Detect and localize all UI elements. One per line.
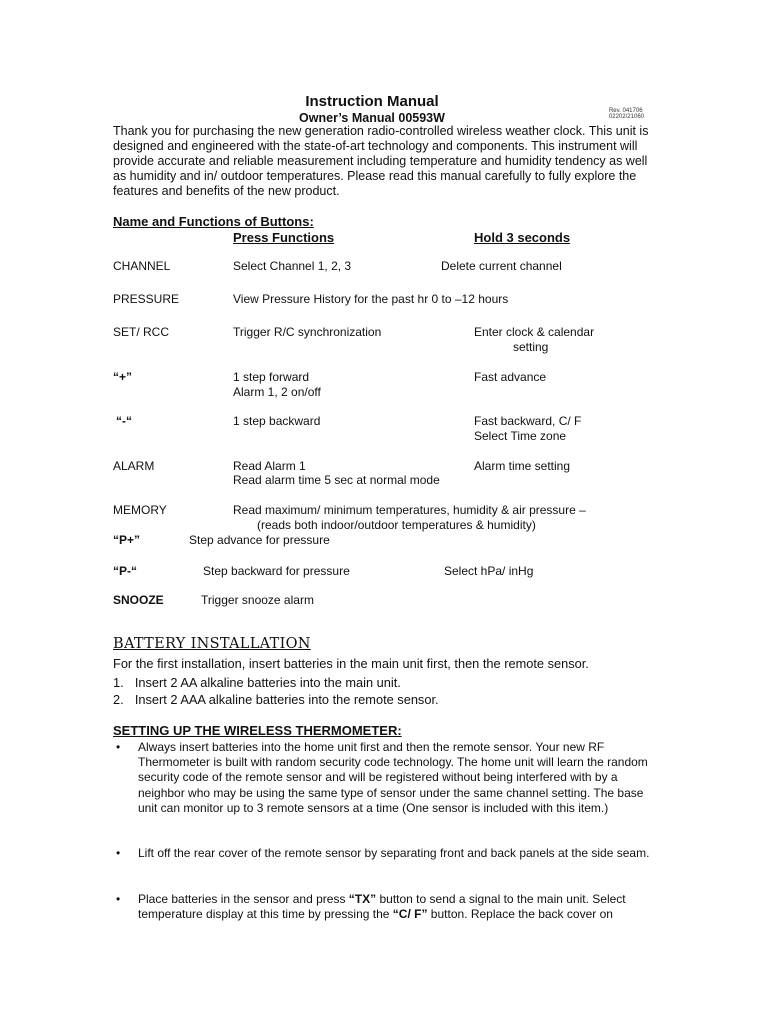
hold-function-minus-line2: Select Time zone	[474, 429, 567, 443]
press-function-plus: 1 step forward	[233, 370, 310, 384]
bullet-text-part: button to send a signal to the main unit. Select temperature display at this time by pressing the	[138, 892, 626, 922]
bullet-text: Always insert batteries into the home unit first and then the remote sensor. Your new RF Thermometer is built with random security code technology. The home unit will learn the random security code of the remote sensor and will be registered without being interfered with by a neighbor who may be using the same type of sensor under the same channel setting. The base unit can monitor up to 3 remote sensors at a time (One sensor is included with this item.)	[138, 740, 648, 815]
intro-paragraph	[113, 124, 653, 199]
button-name-minus: “-“	[116, 414, 132, 428]
cf-button-label: “C/ F”	[392, 907, 428, 922]
document-title: Instruction Manual	[305, 93, 439, 110]
button-name-channel: CHANNEL	[113, 259, 171, 273]
press-functions-header: Press Functions	[233, 230, 335, 245]
step-text: Insert 2 AAA alkaline batteries into the remote sensor.	[134, 692, 439, 707]
button-name-memory: MEMORY	[113, 503, 167, 517]
press-function-minus: 1 step backward	[233, 414, 321, 428]
press-function-memory-line2: (reads both indoor/outdoor temperatures & humidity)	[257, 518, 536, 532]
button-name-snooze: SNOOZE	[113, 593, 164, 607]
hold-function-minus: Fast backward, C/ F	[474, 414, 582, 428]
press-function-snooze: Trigger snooze alarm	[201, 593, 314, 607]
tx-button-label: “TX”	[348, 892, 377, 906]
hold-3-seconds-header: Hold 3 seconds	[474, 230, 571, 245]
button-name-p-plus: “P+”	[113, 533, 141, 547]
battery-intro: For the first installation, insert batteries in the main unit first, then the remote sensor.	[113, 656, 589, 671]
press-function-alarm-line2: Read alarm time 5 sec at normal mode	[233, 473, 440, 487]
revision-line-1: Rev. 041706	[608, 108, 643, 114]
hold-function-p-minus: Select hPa/ inHg	[444, 564, 534, 578]
bullet-item	[113, 740, 653, 816]
hold-function-alarm: Alarm time setting	[474, 459, 571, 473]
bullet-icon: •	[116, 740, 121, 754]
step-number: 1.	[113, 675, 124, 690]
press-function-memory: Read maximum/ minimum temperatures, humidity & air pressure –	[233, 503, 586, 517]
bullet-text: Lift off the rear cover of the remote sensor by separating front and back panels at the side seam.	[138, 846, 650, 860]
intro-line: provide accurate and reliable measurement including temperature and humidity tendency as well	[113, 154, 648, 168]
button-name-p-minus: “P-“	[113, 564, 137, 578]
revision-code	[609, 108, 644, 120]
button-name-pressure: PRESSURE	[113, 292, 180, 306]
button-name-plus: “+”	[113, 370, 133, 384]
wireless-setup-heading: SETTING UP THE WIRELESS THERMOMETER:	[113, 723, 402, 738]
press-function-p-minus: Step backward for pressure	[203, 564, 350, 578]
step-number: 2.	[113, 692, 124, 707]
step-text: Insert 2 AA alkaline batteries into the main unit.	[134, 675, 401, 690]
bullet-item	[113, 892, 653, 922]
battery-step-2	[113, 692, 439, 707]
hold-function-set-rcc-line2: setting	[513, 340, 549, 354]
hold-function-channel: Delete current channel	[441, 259, 562, 273]
hold-function-set-rcc: Enter clock & calendar	[474, 325, 595, 339]
bullet-item	[113, 846, 653, 861]
revision-line-2: 02202/21060	[608, 114, 644, 120]
bullet-text-part: Place batteries in the sensor and press	[138, 892, 349, 906]
battery-installation-heading: BATTERY INSTALLATION	[113, 636, 311, 652]
intro-line: as humidity and in/ outdoor temperatures. Please read this manual carefully to fully explore the	[113, 169, 637, 183]
bullet-icon: •	[116, 892, 121, 906]
press-function-pressure: View Pressure History for the past hr 0 to –12 hours	[233, 292, 509, 306]
battery-step-1	[113, 675, 401, 690]
press-function-alarm: Read Alarm 1	[233, 459, 306, 473]
document-subtitle: Owner’s Manual 00593W	[299, 111, 445, 125]
bullet-text-part: button. Replace the back cover on	[427, 907, 613, 922]
press-function-p-plus: Step advance for pressure	[189, 533, 330, 547]
bullet-text	[138, 892, 653, 922]
press-function-set-rcc: Trigger R/C synchronization	[233, 325, 382, 339]
intro-line: features and benefits of the new product.	[113, 184, 340, 198]
press-function-plus-line2: Alarm 1, 2 on/off	[233, 385, 321, 399]
intro-line: Thank you for purchasing the new generation radio-controlled wireless weather clock. This unit is	[113, 124, 649, 138]
button-name-set-rcc: SET/ RCC	[113, 325, 170, 339]
hold-function-plus: Fast advance	[474, 370, 547, 384]
buttons-section-heading: Name and Functions of Buttons:	[113, 214, 314, 229]
button-name-alarm: ALARM	[113, 459, 155, 473]
press-function-channel: Select Channel 1, 2, 3	[233, 259, 352, 273]
intro-line: designed and engineered with the state-of-art technology and components. This instrument will	[113, 139, 638, 153]
bullet-icon: •	[116, 846, 121, 860]
